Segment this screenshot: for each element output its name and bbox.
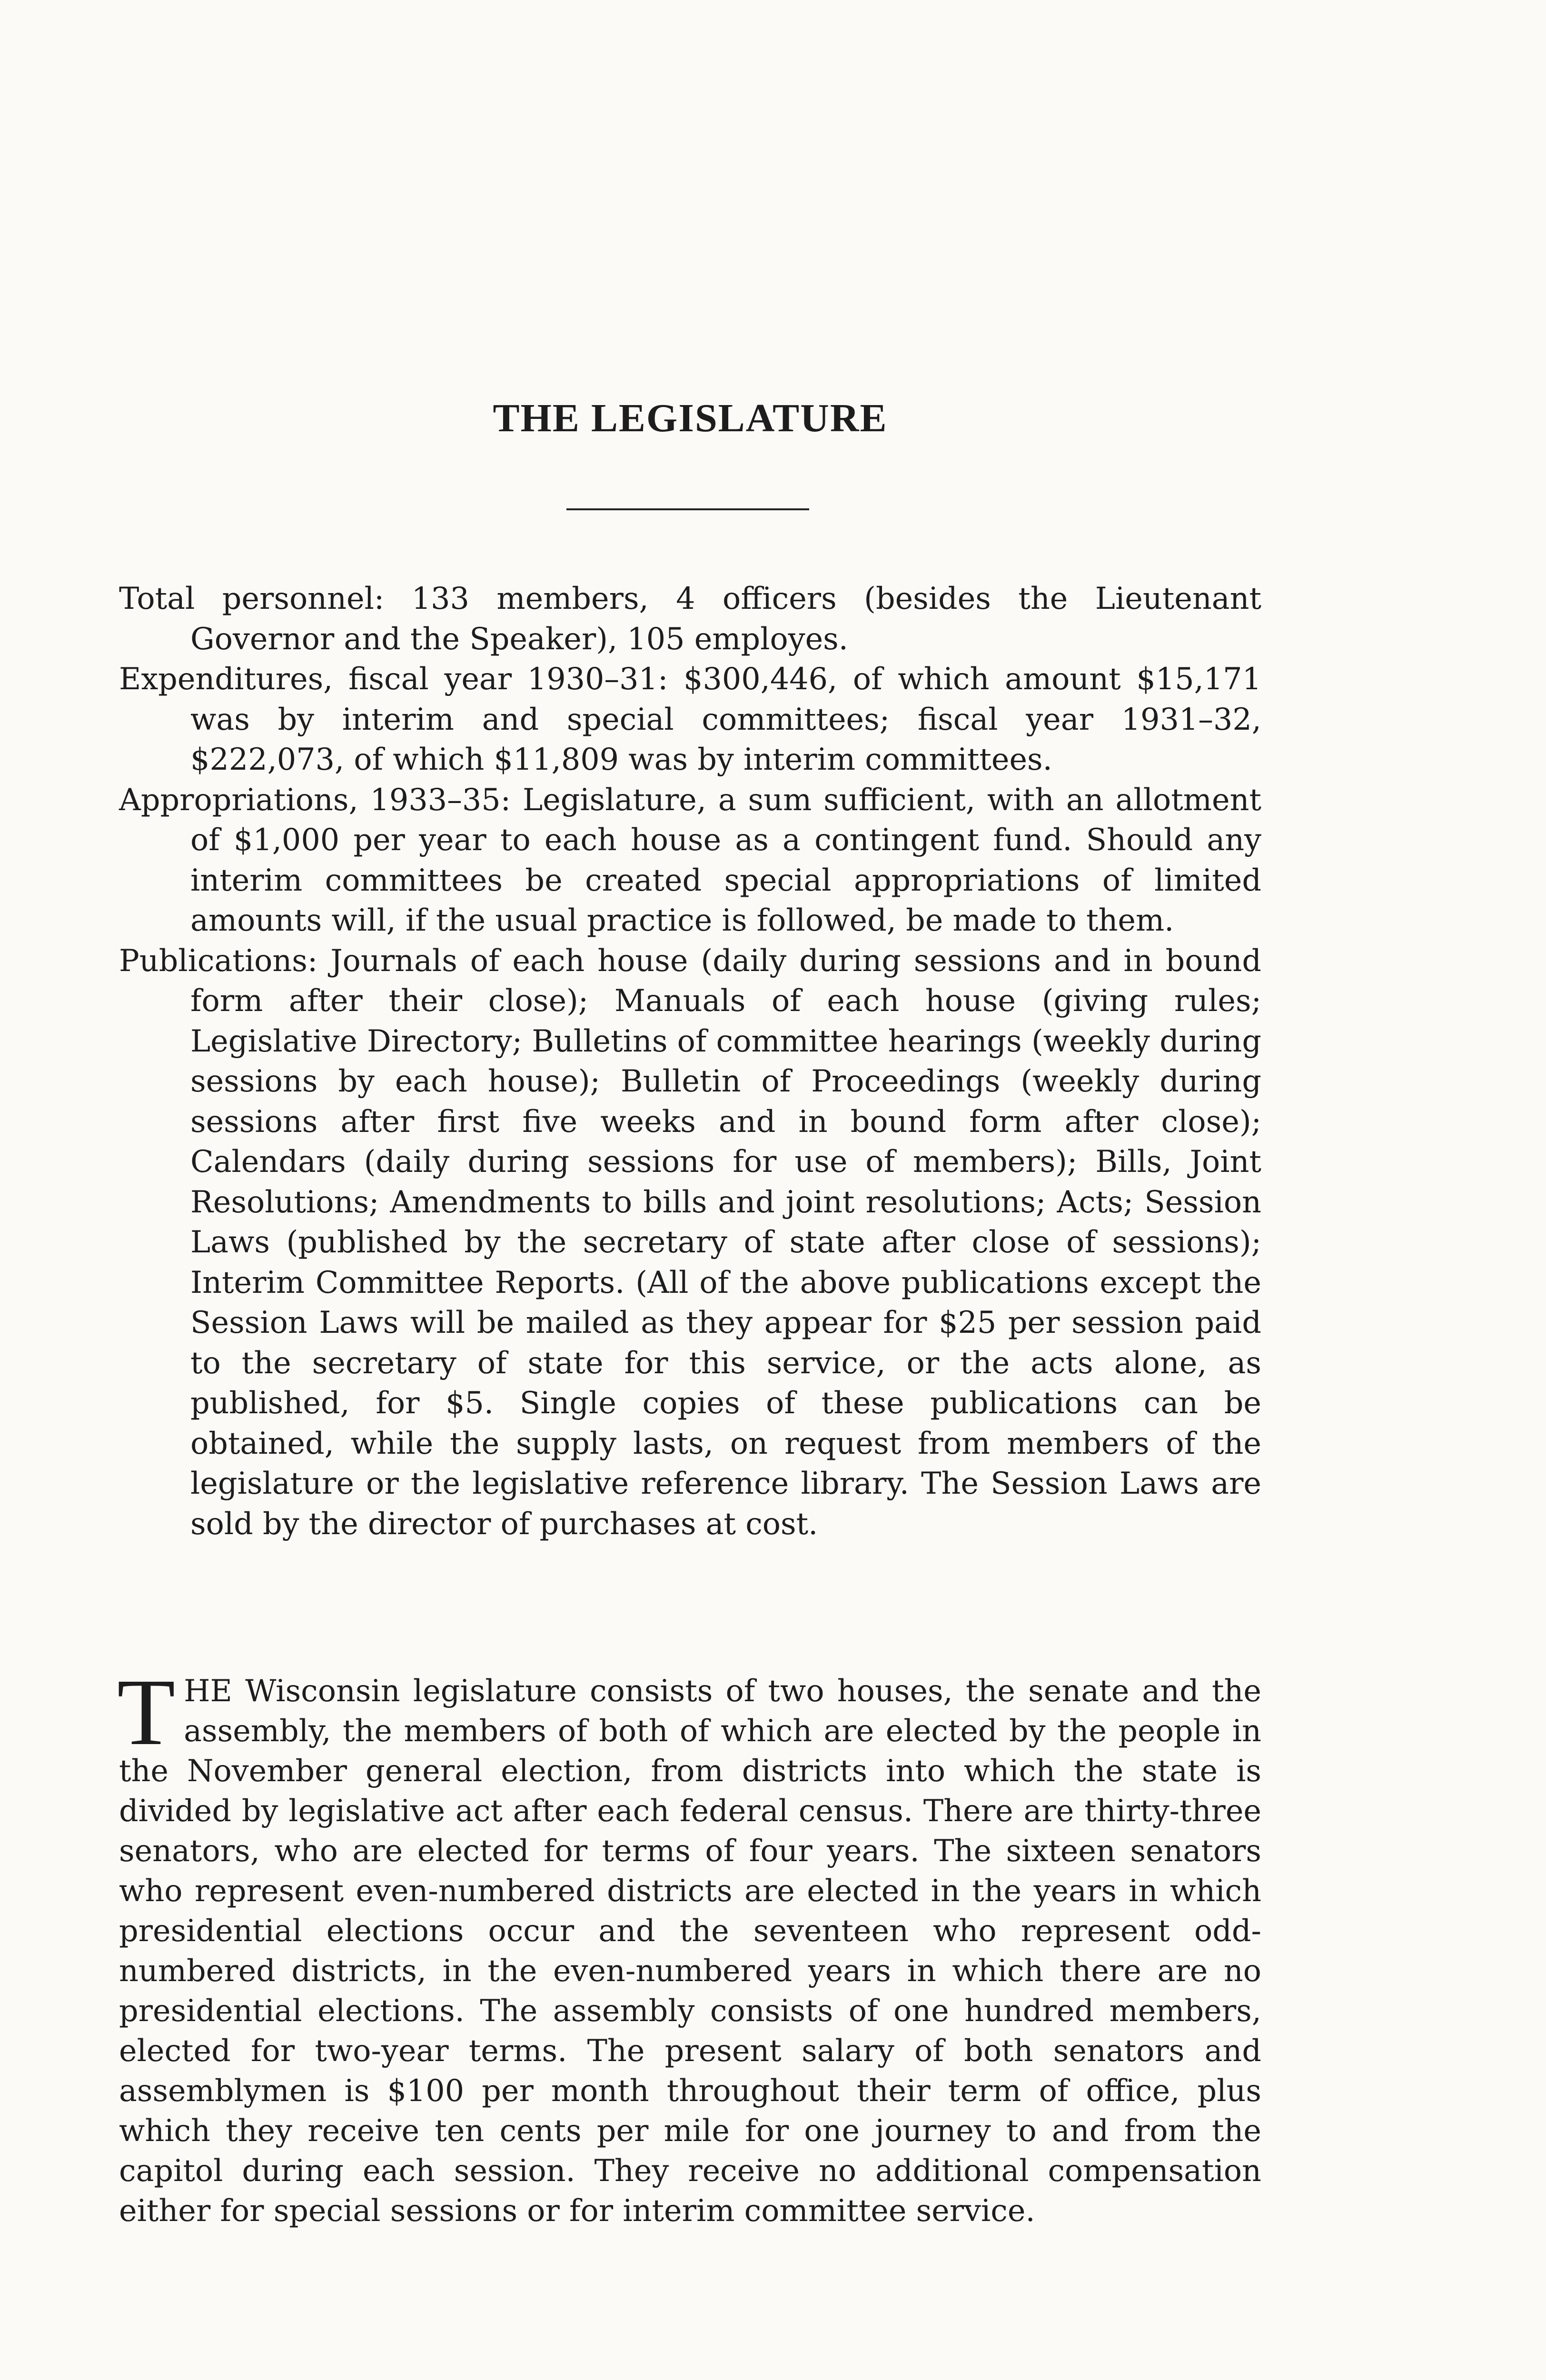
summary-appropriations: Appropriations, 1933–35: Legislature, a sum sufficient, with an allotment of $1,000 per year to each house as a contingent fund. Should any interim committees be created special appropriations of limited amounts will, if the usual practice is followed, be made to them.: [119, 782, 1261, 938]
page-title: THE LEGISLATURE: [493, 396, 888, 440]
drop-cap: T: [117, 1660, 176, 1765]
summary-personnel: Total personnel: 133 members, 4 officers (besides the Lieutenant Governor and the Speaker), 105 employes.: [119, 581, 1261, 656]
body-paragraph: [117, 1660, 1261, 2231]
summary-expenditures: Expenditures, fiscal year 1930–31: $300,446, of which amount $15,171 was by interim and special committees; fiscal year 1931–32, $222,073, of which $11,809 was by interim committees.: [119, 661, 1261, 777]
title-divider: [566, 508, 809, 510]
body-paragraph-text: HE Wisconsin legislature consists of two houses, the senate and the assembly, the members of both of which are elected by the people in the November general election, from districts into which the state is divided by legislative act after each federal census. There are thirty-three senators, who are elected for terms of four years. The sixteen senators who represent even-numbered districts are elected in the years in which presidential elections occur and the seventeen who represent odd-numbered districts, in the even-numbered years in which there are no presidential elections. The assembly consists of one hundred members, elected for two-year terms. The present salary of both senators and assemblymen is $100 per month throughout their term of office, plus which they receive ten cents per mile for one journey to and from the capitol during each session. They receive no additional compensation either for special sessions or for interim committee service.: [119, 1673, 1261, 2228]
summary-list: [119, 578, 1261, 1544]
summary-publications: Publications: Journals of each house (daily during sessions and in bound form after their close); Manuals of each house (giving rules; Legislative Directory; Bulletins of committee hearings (weekly during sessions by each house); Bulletin of Proceedings (weekly during sessions after first five weeks and in bound form after close); Calendars (daily during sessions for use of members); Bills, Joint Resolutions; Amendments to bills and joint resolutions; Acts; Session Laws (published by the secretary of state after close of sessions); Interim Committee Reports. (All of the above publications except the Session Laws will be mailed as they appear for $25 per session paid to the secretary of state for this service, or the acts alone, as published, for $5. Single copies of these publications can be obtained, while the supply lasts, on request from members of the legislature or the legislative reference library. The Session Laws are sold by the director of purchases at cost.: [119, 942, 1261, 1541]
